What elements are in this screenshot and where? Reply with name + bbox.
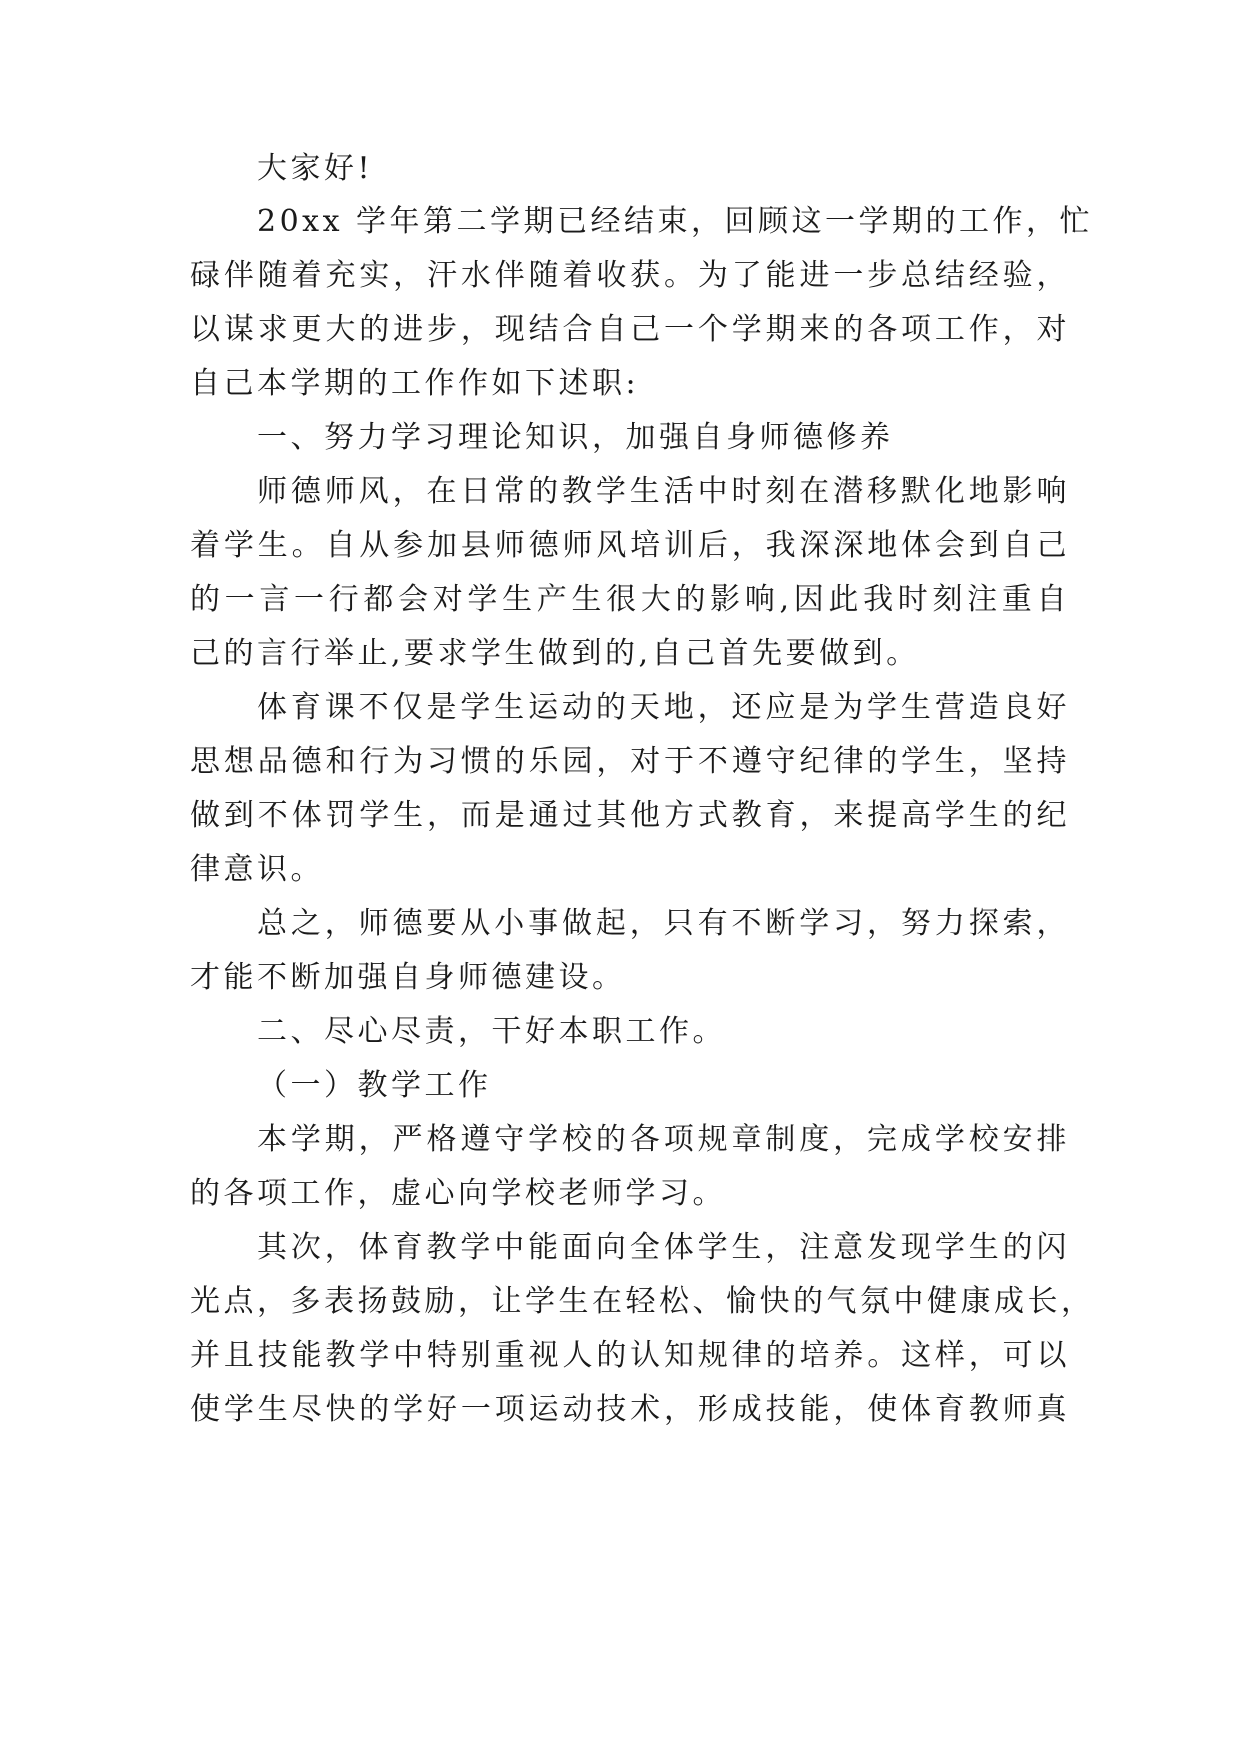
paragraph-line: 师德师风，在日常的教学生活中时刻在潜移默化地影响	[257, 474, 1070, 509]
section-heading: 二、尽心尽责，干好本职工作。	[257, 1014, 726, 1049]
paragraph-line: 碌伴随着充实，汗水伴随着收获。为了能进一步总结经验，	[190, 258, 1070, 293]
paragraph-line: 光点，多表扬鼓励，让学生在轻松、愉快的气氛中健康成长，	[190, 1284, 1095, 1319]
paragraph-line: 使学生尽快的学好一项运动技术，形成技能，使体育教师真	[190, 1392, 1070, 1427]
paragraph-line: 20xx 学年第二学期已经结束，回顾这一学期的工作，忙	[257, 204, 1094, 239]
paragraph-line: 律意识。	[190, 852, 324, 887]
paragraph-line: 其次，体育教学中能面向全体学生，注意发现学生的闪	[257, 1230, 1070, 1265]
subsection-heading: （一）教学工作	[257, 1068, 492, 1103]
paragraph-line: 体育课不仅是学生运动的天地，还应是为学生营造良好	[257, 690, 1070, 725]
paragraph-line: 的各项工作，虚心向学校老师学习。	[190, 1176, 726, 1211]
paragraph-line: 自己本学期的工作作如下述职:	[190, 366, 640, 401]
paragraph-line: 才能不断加强自身师德建设。	[190, 960, 626, 995]
greeting: 大家好!	[257, 151, 374, 186]
paragraph-line: 并且技能教学中特别重视人的认知规律的培养。这样，可以	[190, 1338, 1070, 1373]
paragraph-line: 的一言一行都会对学生产生很大的影响,因此我时刻注重自	[190, 582, 1070, 617]
paragraph-line: 思想品德和行为习惯的乐园，对于不遵守纪律的学生，坚持	[190, 744, 1070, 779]
paragraph-line: 做到不体罚学生，而是通过其他方式教育，来提高学生的纪	[190, 798, 1070, 833]
paragraph-line: 着学生。自从参加县师德师风培训后，我深深地体会到自己	[190, 528, 1070, 563]
paragraph-line: 己的言行举止,要求学生做到的,自己首先要做到。	[190, 636, 920, 671]
paragraph-line: 总之，师德要从小事做起，只有不断学习，努力探索，	[257, 906, 1070, 941]
paragraph-line: 本学期，严格遵守学校的各项规章制度，完成学校安排	[257, 1122, 1070, 1157]
section-heading: 一、努力学习理论知识，加强自身师德修养	[257, 420, 894, 455]
paragraph-line: 以谋求更大的进步，现结合自己一个学期来的各项工作，对	[190, 312, 1070, 347]
